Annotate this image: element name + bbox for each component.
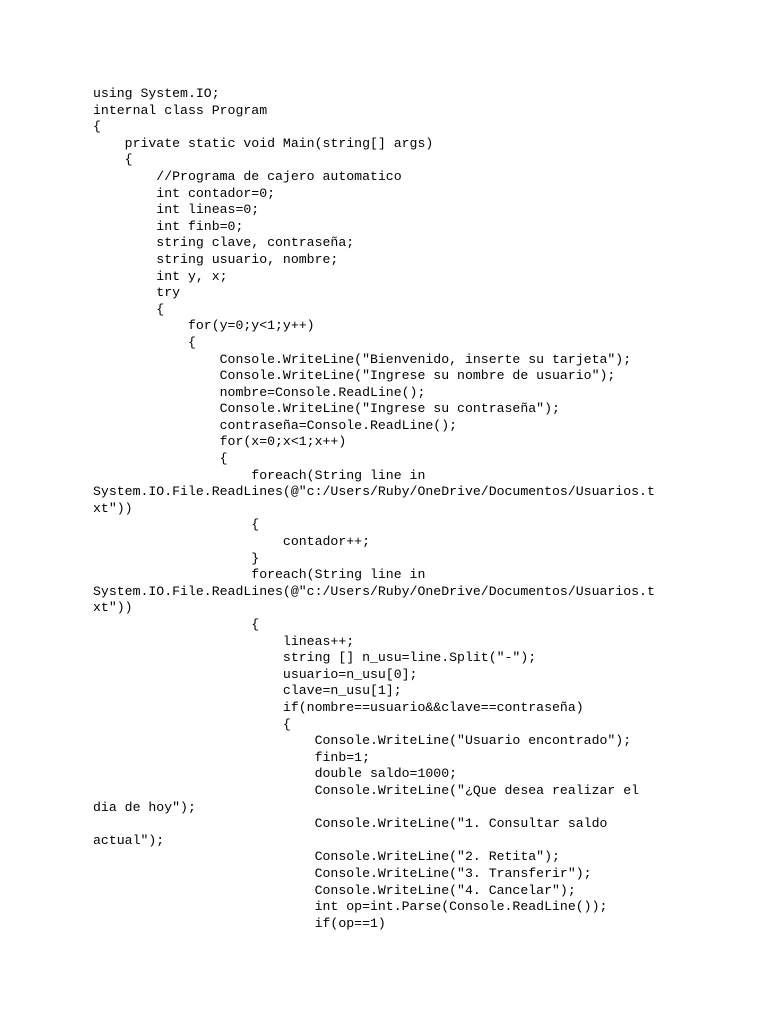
code-line: { bbox=[93, 301, 165, 317]
code-block bbox=[93, 86, 693, 932]
code-line: private static void Main(string[] args) bbox=[93, 135, 434, 151]
code-line: Console.WriteLine("2. Retita"); bbox=[93, 849, 560, 865]
code-line: { bbox=[93, 451, 228, 467]
code-line: Console.WriteLine("Bienvenido, inserte su tarjeta"); bbox=[93, 351, 632, 367]
code-line: if(op==1) bbox=[93, 915, 386, 931]
code-line: foreach(String line in bbox=[93, 467, 426, 483]
code-line: { bbox=[93, 716, 291, 732]
code-line: actual"); bbox=[93, 832, 165, 848]
code-line: contraseña=Console.ReadLine(); bbox=[93, 417, 458, 433]
code-line: internal class Program bbox=[93, 102, 268, 118]
code-line: clave=n_usu[1]; bbox=[93, 683, 402, 699]
code-line: lineas++; bbox=[93, 633, 355, 649]
code-line: xt")) bbox=[93, 600, 133, 616]
code-line: { bbox=[93, 119, 101, 135]
code-line: { bbox=[93, 617, 260, 632]
code-line: int op=int.Parse(Console.ReadLine()); bbox=[93, 899, 608, 915]
code-line: { bbox=[93, 334, 196, 350]
code-line: int finb=0; bbox=[93, 218, 244, 234]
code-line: int contador=0; bbox=[93, 185, 276, 201]
code-line: } bbox=[93, 550, 260, 566]
code-line: xt")) bbox=[93, 500, 133, 516]
code-line: usuario=n_usu[0]; bbox=[93, 666, 418, 682]
code-line: if(nombre==usuario&&clave==contraseña) bbox=[93, 699, 584, 715]
code-line: for(y=0;y<1;y++) bbox=[93, 318, 315, 334]
code-line: Console.WriteLine("4. Cancelar"); bbox=[93, 882, 576, 898]
code-line: dia de hoy"); bbox=[93, 799, 196, 815]
code-line: Console.WriteLine("Usuario encontrado"); bbox=[93, 733, 632, 749]
code-line: System.IO.File.ReadLines(@"c:/Users/Ruby/OneDrive/Documentos/Usuarios.t bbox=[93, 583, 655, 599]
code-line: Console.WriteLine("3. Transferir"); bbox=[93, 865, 592, 881]
code-line: System.IO.File.ReadLines(@"c:/Users/Ruby/OneDrive/Documentos/Usuarios.t bbox=[93, 484, 655, 500]
code-line: finb=1; bbox=[93, 749, 370, 765]
code-line: for(x=0;x<1;x++) bbox=[93, 434, 347, 450]
code-line: { bbox=[93, 152, 133, 168]
code-line: Console.WriteLine("¿Que desea realizar el bbox=[93, 782, 640, 798]
code-line: int lineas=0; bbox=[93, 202, 260, 218]
code-line: string usuario, nombre; bbox=[93, 251, 339, 267]
code-line: int y, x; bbox=[93, 268, 228, 284]
code-line: double saldo=1000; bbox=[93, 766, 458, 782]
code-line: //Programa de cajero automatico bbox=[93, 168, 402, 184]
code-line: contador++; bbox=[93, 534, 370, 550]
code-line: foreach(String line in bbox=[93, 567, 426, 583]
code-line: Console.WriteLine("Ingrese su nombre de usuario"); bbox=[93, 368, 616, 384]
code-line: try bbox=[93, 285, 181, 301]
code-line: using System.IO; bbox=[93, 86, 220, 101]
code-line: Console.WriteLine("Ingrese su contraseña"); bbox=[93, 401, 560, 417]
code-line: string [] n_usu=line.Split("-"); bbox=[93, 650, 537, 666]
code-line: nombre=Console.ReadLine(); bbox=[93, 384, 426, 400]
code-line: { bbox=[93, 517, 260, 533]
code-line: Console.WriteLine("1. Consultar saldo bbox=[93, 816, 608, 832]
code-line: string clave, contraseña; bbox=[93, 235, 355, 251]
